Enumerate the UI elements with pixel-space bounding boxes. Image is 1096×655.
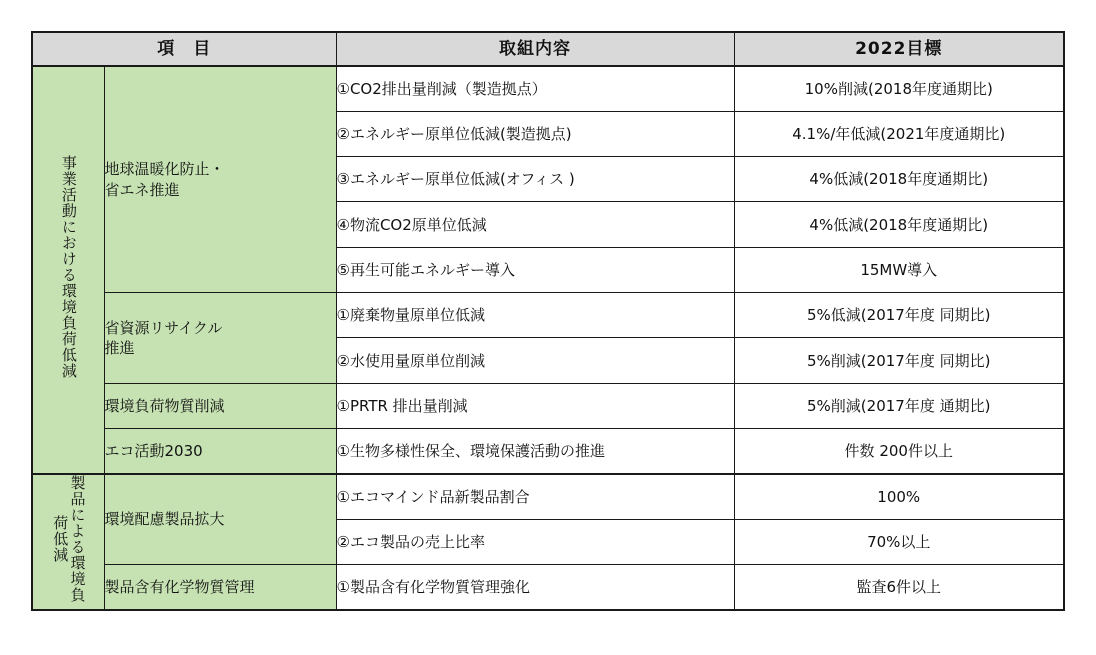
subcategory-warming: 地球温暖化防止・ 省エネ推進 <box>104 66 336 293</box>
table-row <box>32 293 1064 338</box>
category-business <box>32 66 104 474</box>
action-cell: ②エコ製品の売上比率 <box>336 519 734 564</box>
category-products <box>32 474 104 610</box>
action-cell: ④物流CO2原単位低減 <box>336 202 734 247</box>
action-cell: ⑤再生可能エネルギー導入 <box>336 247 734 292</box>
header-row <box>32 32 1064 66</box>
table-row <box>32 565 1064 610</box>
target-cell: 4%低減(2018年度通期比) <box>734 202 1064 247</box>
subcategory-chemicals: 製品含有化学物質管理 <box>104 565 336 610</box>
subcategory-eco2030: エコ活動2030 <box>104 429 336 474</box>
table-row <box>32 383 1064 428</box>
target-cell: 70%以上 <box>734 519 1064 564</box>
subcategory-substances: 環境負荷物質削減 <box>104 383 336 428</box>
table-row <box>32 429 1064 474</box>
target-cell: 件数 200件以上 <box>734 429 1064 474</box>
target-cell: 監査6件以上 <box>734 565 1064 610</box>
action-cell: ①製品含有化学物質管理強化 <box>336 565 734 610</box>
action-cell: ①CO2排出量削減（製造拠点） <box>336 66 734 111</box>
header-target: 2022目標 <box>734 32 1064 66</box>
target-cell: 5%低減(2017年度 同期比) <box>734 293 1064 338</box>
table-row <box>32 66 1064 111</box>
header-action: 取組内容 <box>336 32 734 66</box>
action-cell: ①PRTR 排出量削減 <box>336 383 734 428</box>
action-cell: ①生物多様性保全、環境保護活動の推進 <box>336 429 734 474</box>
target-cell: 15MW導入 <box>734 247 1064 292</box>
action-cell: ①廃棄物量原単位低減 <box>336 293 734 338</box>
target-cell: 100% <box>734 474 1064 519</box>
category-business-label: 事業活動における環境負荷低減 <box>59 155 78 380</box>
action-cell: ②水使用量原単位削減 <box>336 338 734 383</box>
header-item: 項 目 <box>32 32 336 66</box>
environmental-targets-table <box>31 31 1065 611</box>
action-cell: ①エコマインド品新製品割合 <box>336 474 734 519</box>
action-cell: ②エネルギー原単位低減(製造拠点) <box>336 111 734 156</box>
action-cell: ③エネルギー原単位低減(オフィス ) <box>336 157 734 202</box>
subcategory-recycle: 省資源リサイクル 推進 <box>104 293 336 384</box>
target-cell: 10%削減(2018年度通期比) <box>734 66 1064 111</box>
table-row <box>32 474 1064 519</box>
subcategory-ecoproducts: 環境配慮製品拡大 <box>104 474 336 565</box>
target-cell: 5%削減(2017年度 通期比) <box>734 383 1064 428</box>
target-cell: 4.1%/年低減(2021年度通期比) <box>734 111 1064 156</box>
category-products-label: 製品による環境負荷低減 <box>51 475 87 604</box>
target-cell: 4%低減(2018年度通期比) <box>734 157 1064 202</box>
target-cell: 5%削減(2017年度 同期比) <box>734 338 1064 383</box>
